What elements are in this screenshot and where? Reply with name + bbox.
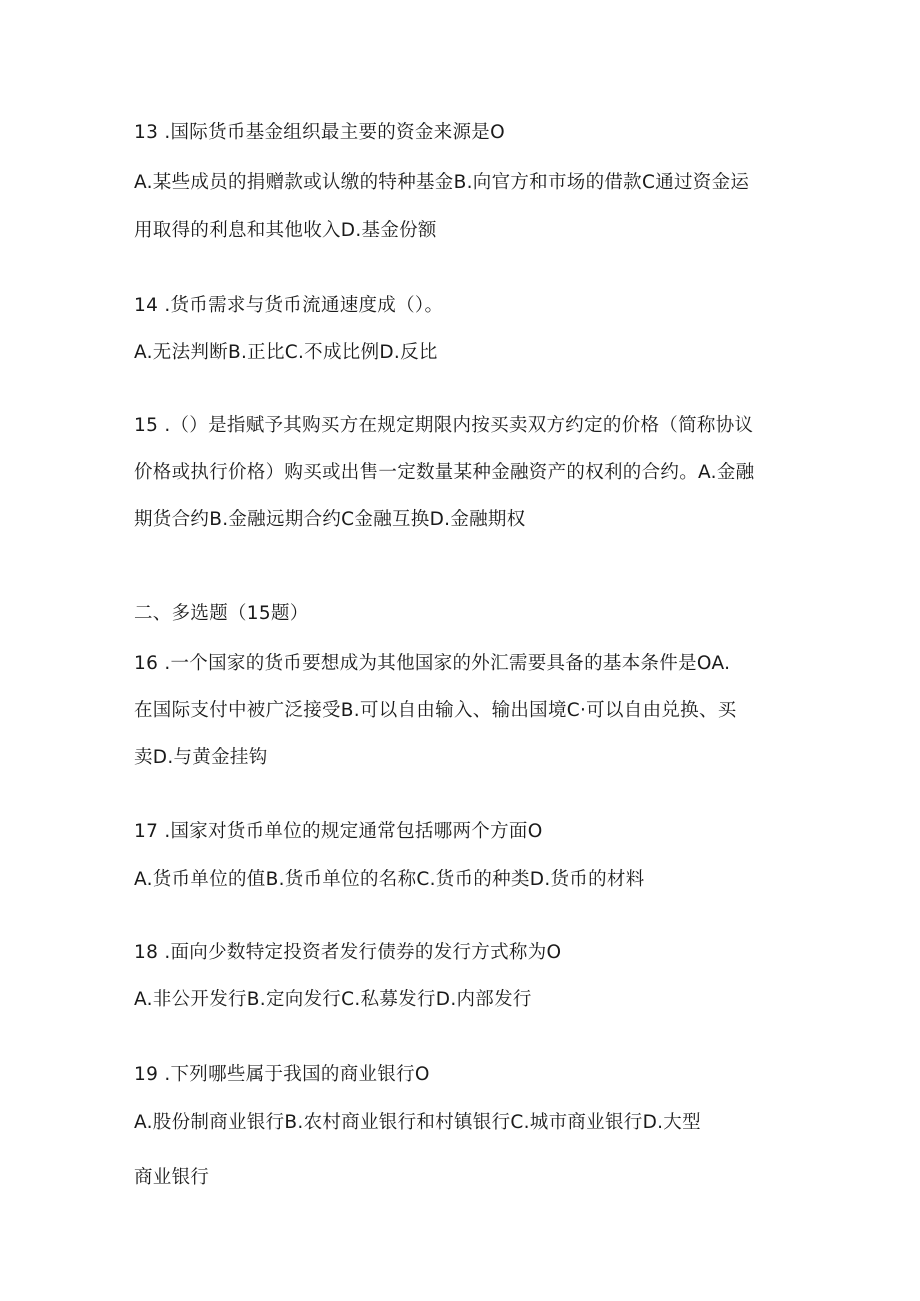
- q19-options-line-2: 商业银行: [134, 1167, 210, 1188]
- q18-options: A.非公开发行B.定向发行C.私募发行D.内部发行: [134, 989, 532, 1010]
- q15-question-line-2: 价格或执行价格）购买或出售一定数量某种金融资产的权利的合约。A.金融: [134, 462, 755, 483]
- q15-question-line-3: 期货合约B.金融远期合约C金融互换D.金融期权: [134, 509, 526, 530]
- q13-options-line-2: 用取得的利息和其他收入D.基金份额: [134, 220, 437, 241]
- q13-question: 13 .国际货币基金组织最主要的资金来源是O: [134, 122, 505, 143]
- q16-question-line-1: 16 .一个国家的货币要想成为其他国家的外汇需要具备的基本条件是OA.: [134, 653, 731, 674]
- q15-question-line-1: 15 .（）是指赋予其购买方在规定期限内按买卖双方约定的价格（简称协议: [134, 415, 754, 436]
- q14-question: 14 .货币需求与货币流通速度成（）。: [134, 295, 444, 316]
- q13-options-line-1: A.某些成员的捐赠款或认缴的特种基金B.向官方和市场的借款C通过资金运: [134, 172, 750, 193]
- section-heading-multiple-choice: 二、多选题（15题）: [134, 603, 309, 624]
- q16-question-line-2: 在国际支付中被广泛接受B.可以自由输入、输出国境C·可以自由兑换、买: [134, 700, 737, 721]
- q17-options: A.货币单位的值B.货币单位的名称C.货币的种类D.货币的材料: [134, 869, 645, 890]
- q16-question-line-3: 卖D.与黄金挂钩: [134, 747, 268, 768]
- q14-options: A.无法判断B.正比C.不成比例D.反比: [134, 342, 438, 363]
- q17-question: 17 .国家对货币单位的规定通常包括哪两个方面O: [134, 821, 543, 842]
- q19-options-line-1: A.股份制商业银行B.农村商业银行和村镇银行C.城市商业银行D.大型: [134, 1112, 701, 1133]
- q18-question: 18 .面向少数特定投资者发行债券的发行方式称为O: [134, 942, 562, 963]
- q19-question: 19 .下列哪些属于我国的商业银行O: [134, 1064, 430, 1085]
